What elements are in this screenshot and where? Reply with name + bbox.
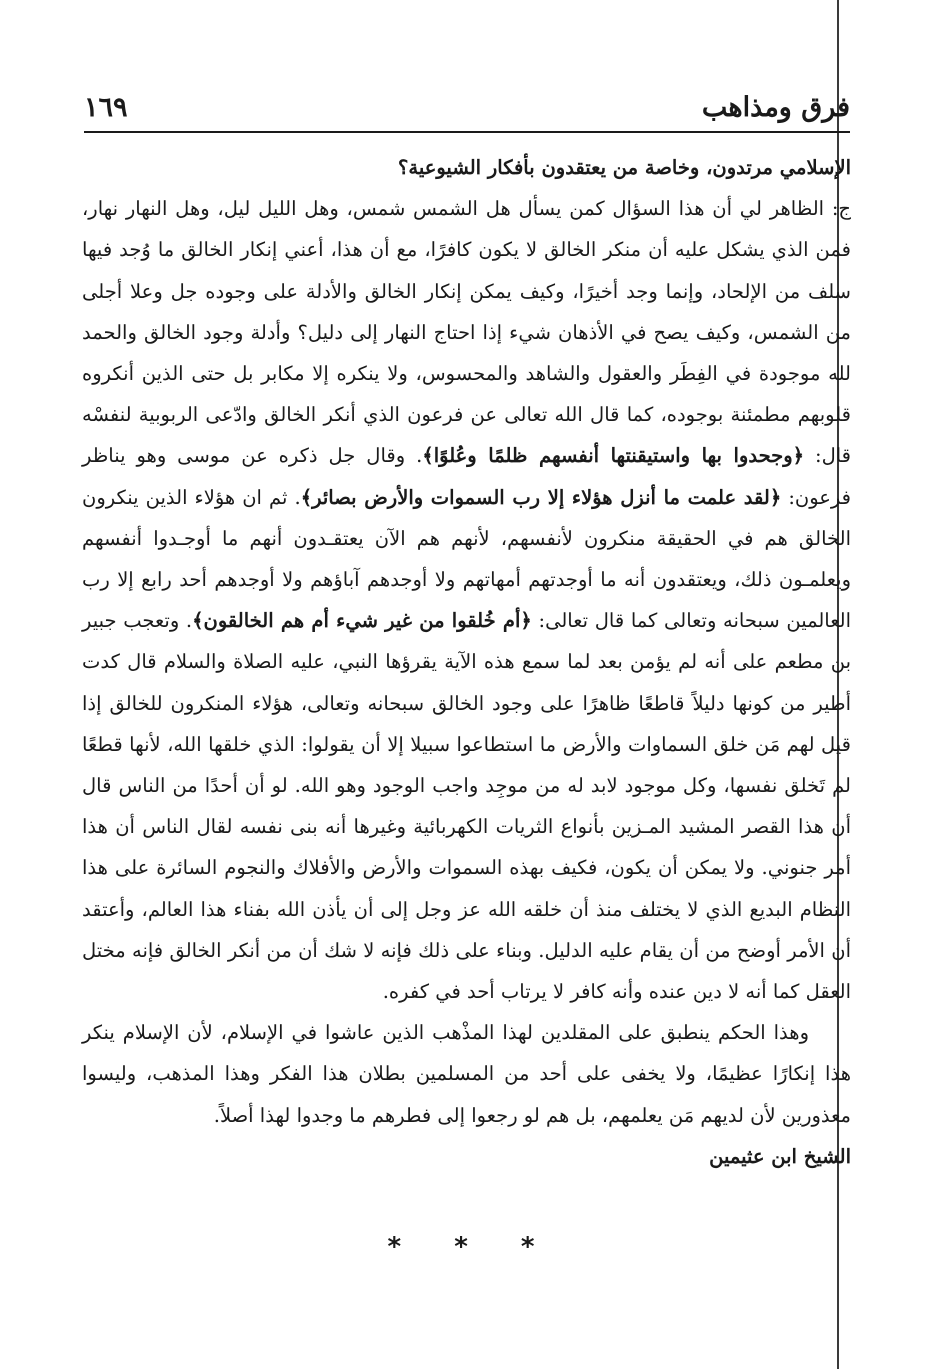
page-header — [84, 88, 850, 128]
answer-text-b: . وقال جل ذكره عن موسى وهو يناظر فرعون: — [82, 444, 851, 509]
quran-verse-3: ﴿أم خُلقوا من غير شيء أم هم الخالقون﴾ — [192, 609, 532, 633]
header-divider — [84, 131, 850, 133]
running-title: فرق ومذاهب — [701, 92, 850, 123]
quran-verse-2: ﴿لقد علمت ما أنزل هؤلاء إلا رب السموات والأرض بصائر﴾ — [300, 485, 782, 509]
answer-paragraph-1 — [82, 188, 851, 1012]
signature: الشيخ ابن عثيمين — [709, 1144, 851, 1168]
quran-verse-1: ﴿وجحدوا بها واستيقنتها أنفسهم ظلمًا وعُلوًا﴾ — [422, 444, 805, 468]
answer-text-d: . وتعجب جبير بن مطعم على أنه لم يؤمن بعد لما سمع هذه الآية يقرؤها النبي، عليه الصلاة والسلام قال كدت أطير من كونها دليلاً قاطعًا ظاهرًا على وجود الخالق سبحانه وتعالى، هؤلاء المنكرون للخالق إذا قيل لهم مَن خلق السماوات والأرض ما استطاعوا سبيلا إلا أن يقولوا: الذي خلقها الله، لأنها قطعًا لم تَخلق نفسها، وكل موجود لابد له من موجِد واجب الوجود وهو الله. لو أن أحدًا من الناس قال أن هذا القصر المشيد المـزين بأنواع الثريات الكهربائية وغيرها أنه بنى نفسه لقال الناس أن هذا أمر جنوني. ولا يمكن أن يكون، فكيف بهذه السموات والأرض والأفلاك والنجوم السائرة على هذا النظام البديع الذي لا يختلف منذ أن خلقه الله عز وجل إلى أن يأذن الله بفناء هذا العالم، وأعتقد أن الأمر أوضح من أن يقام عليه الدليل. وبناء على ذلك فإنه لا شك أن من أنكر الخالق فإنه مختل العقل كما أنه لا دين عنده وأنه كافر لا يرتاب أحد في كفره. — [82, 609, 851, 1004]
question-tail: الإسلامي مرتدون، وخاصة من يعتقدون بأفكار الشيوعية؟ — [398, 156, 851, 179]
body-text — [82, 147, 851, 1177]
answer-text-a: ج: الظاهر لي أن هذا السؤال كمن يسأل هل الشمس شمس، وهل الليل ليل، وهل النهار نهار، فمن الذي يشكل عليه أن منكر الخالق لا يكون كافرًا، مع أن هذا، أعني إنكار الخالق ما وُجد فيها سلف من الإلحاد، وإنما وجد أخيرًا، وكيف يمكن إنكار الخالق والأدلة على وجوده جل وعلا أجلى من الشمس، وكيف يصح في الأذهان شيء إذا احتاج النهار إلى دليل؟ وأدلة وجود الخالق والحمد لله موجودة في الفِطَر والعقول والشاهد والمحسوس، ولا ينكره إلا مكابر بل حتى الذين أنكروه قلوبهم مطمئنة بوجوده، كما قال الله تعالى عن فرعون الذي أنكر الخالق وادّعى الربوبية لنفسْه قال: — [82, 197, 852, 468]
answer-text-c: . ثم ان هؤلاء الذين ينكرون الخالق هم في الحقيقة منكرون لأنفسهم، لأنهم هم الآن يعتقـدون أنهم ما أوجـدوا أنفسهم ويعلمـون ذلك، ويعتقدون أنه ما أوجدتهم أمهاتهم ولا أوجدهم آباؤهم ولا أوجدهم أحد رابع إلا رب العالمين سبحانه وتعالى كما قال تعالى: — [82, 485, 852, 633]
section-separator: * * * — [387, 1232, 557, 1262]
answer-paragraph-2: وهذا الحكم ينطبق على المقلدين لهذا المذْهب الذين عاشوا في الإسلام، لأن الإسلام ينكر هذا إنكارًا عظيمًا، ولا يخفى على أحد من المسلمين بطلان هذا الفكر وهذا المذهب، وليسوا معذورين لأن لديهم مَن يعلمهم، بل هم لو رجعوا إلى فطرهم ما وجدوا لهذا أصلاً. — [82, 1021, 851, 1127]
page-number: ١٦٩ — [84, 92, 128, 123]
